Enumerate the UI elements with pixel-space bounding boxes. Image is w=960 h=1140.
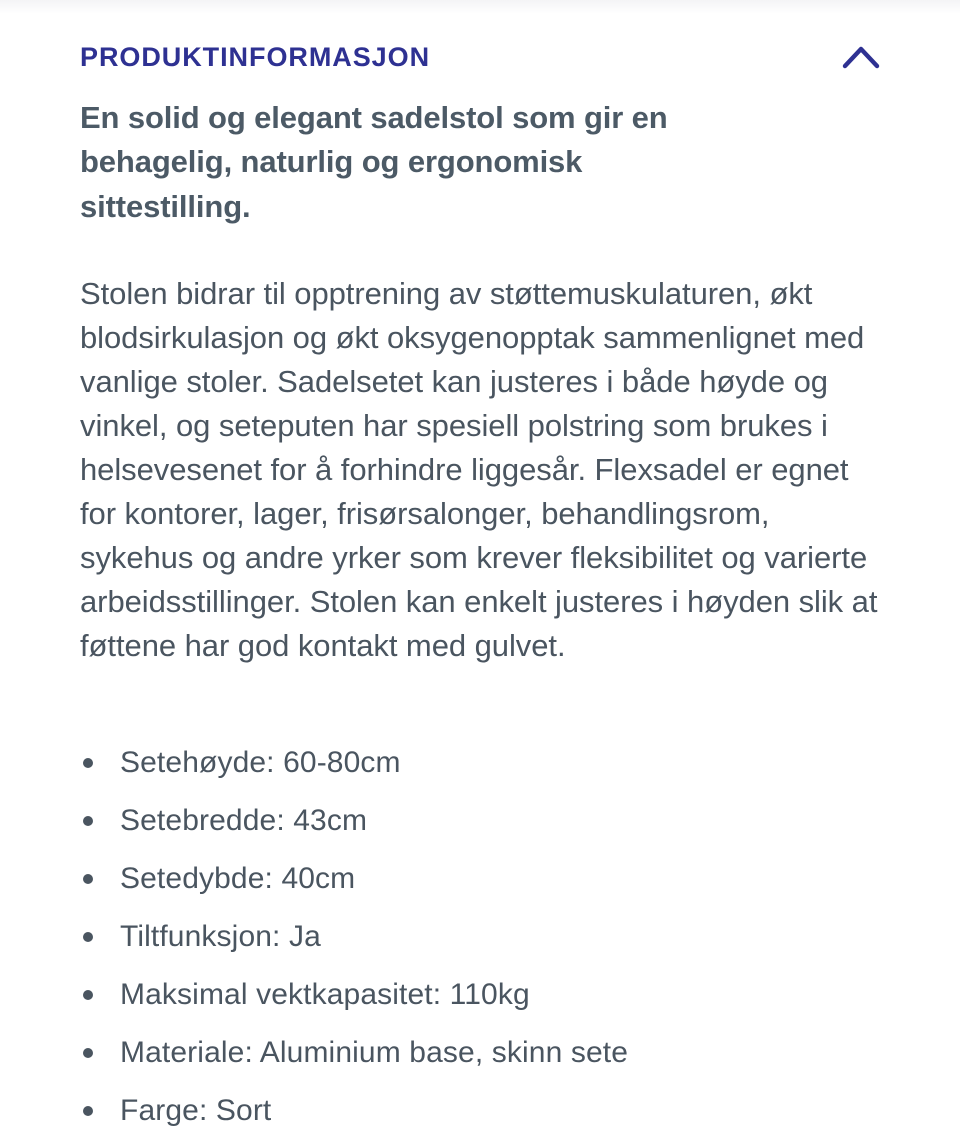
list-item (80, 1024, 880, 1082)
product-lead-paragraph: En solid og elegant sadelstol som gir en behagelig, naturlig og ergonomisk sittestilling. (80, 100, 668, 224)
bullet-icon (83, 1106, 93, 1116)
list-item (80, 966, 880, 1024)
list-item-label: Farge: Sort (120, 1094, 272, 1128)
accordion-header-produktinformasjon[interactable] (80, 0, 880, 96)
specification-list (80, 734, 880, 1140)
bullet-icon (83, 758, 93, 768)
bullet-icon (83, 932, 93, 942)
list-item-label: Maksimal vektkapasitet: 110kg (120, 978, 530, 1012)
list-item (80, 1082, 880, 1140)
list-item (80, 792, 880, 850)
list-item-label: Materiale: Aluminium base, skinn sete (120, 1036, 629, 1070)
bullet-icon (83, 874, 93, 884)
list-item-label: Setedybde: 40cm (120, 862, 356, 896)
list-item-label: Setebredde: 43cm (120, 804, 368, 838)
product-description-paragraph: Stolen bidrar til opptrening av støttemuskulaturen, økt blodsirkulasjon og økt oksygenopptak sammenlignet med vanlige stoler. Sadelsetet kan justeres i både høyde og vinkel, og seteputen har spesiell polstring som brukes i helsevesenet for å forhindre liggesår. Flexsadel er egnet for kontorer, lager, frisørsalonger, behandlingsrom, sykehus og andre yrker som krever fleksibilitet og varierte arbeidsstillinger. Stolen kan enkelt justeres i høyden slik at føttene har god kontakt med gulvet. (80, 275, 878, 664)
bullet-icon (83, 990, 93, 1000)
list-item (80, 734, 880, 792)
chevron-up-icon (842, 44, 880, 70)
list-item-label: Tiltfunksjon: Ja (120, 920, 321, 954)
bullet-icon (83, 816, 93, 826)
list-item (80, 908, 880, 966)
list-item (80, 850, 880, 908)
bullet-icon (83, 1048, 93, 1058)
list-item-label: Setehøyde: 60-80cm (120, 746, 401, 780)
accordion-toggle-button[interactable] (838, 34, 884, 80)
page-title: PRODUKTINFORMASJON (80, 41, 431, 72)
